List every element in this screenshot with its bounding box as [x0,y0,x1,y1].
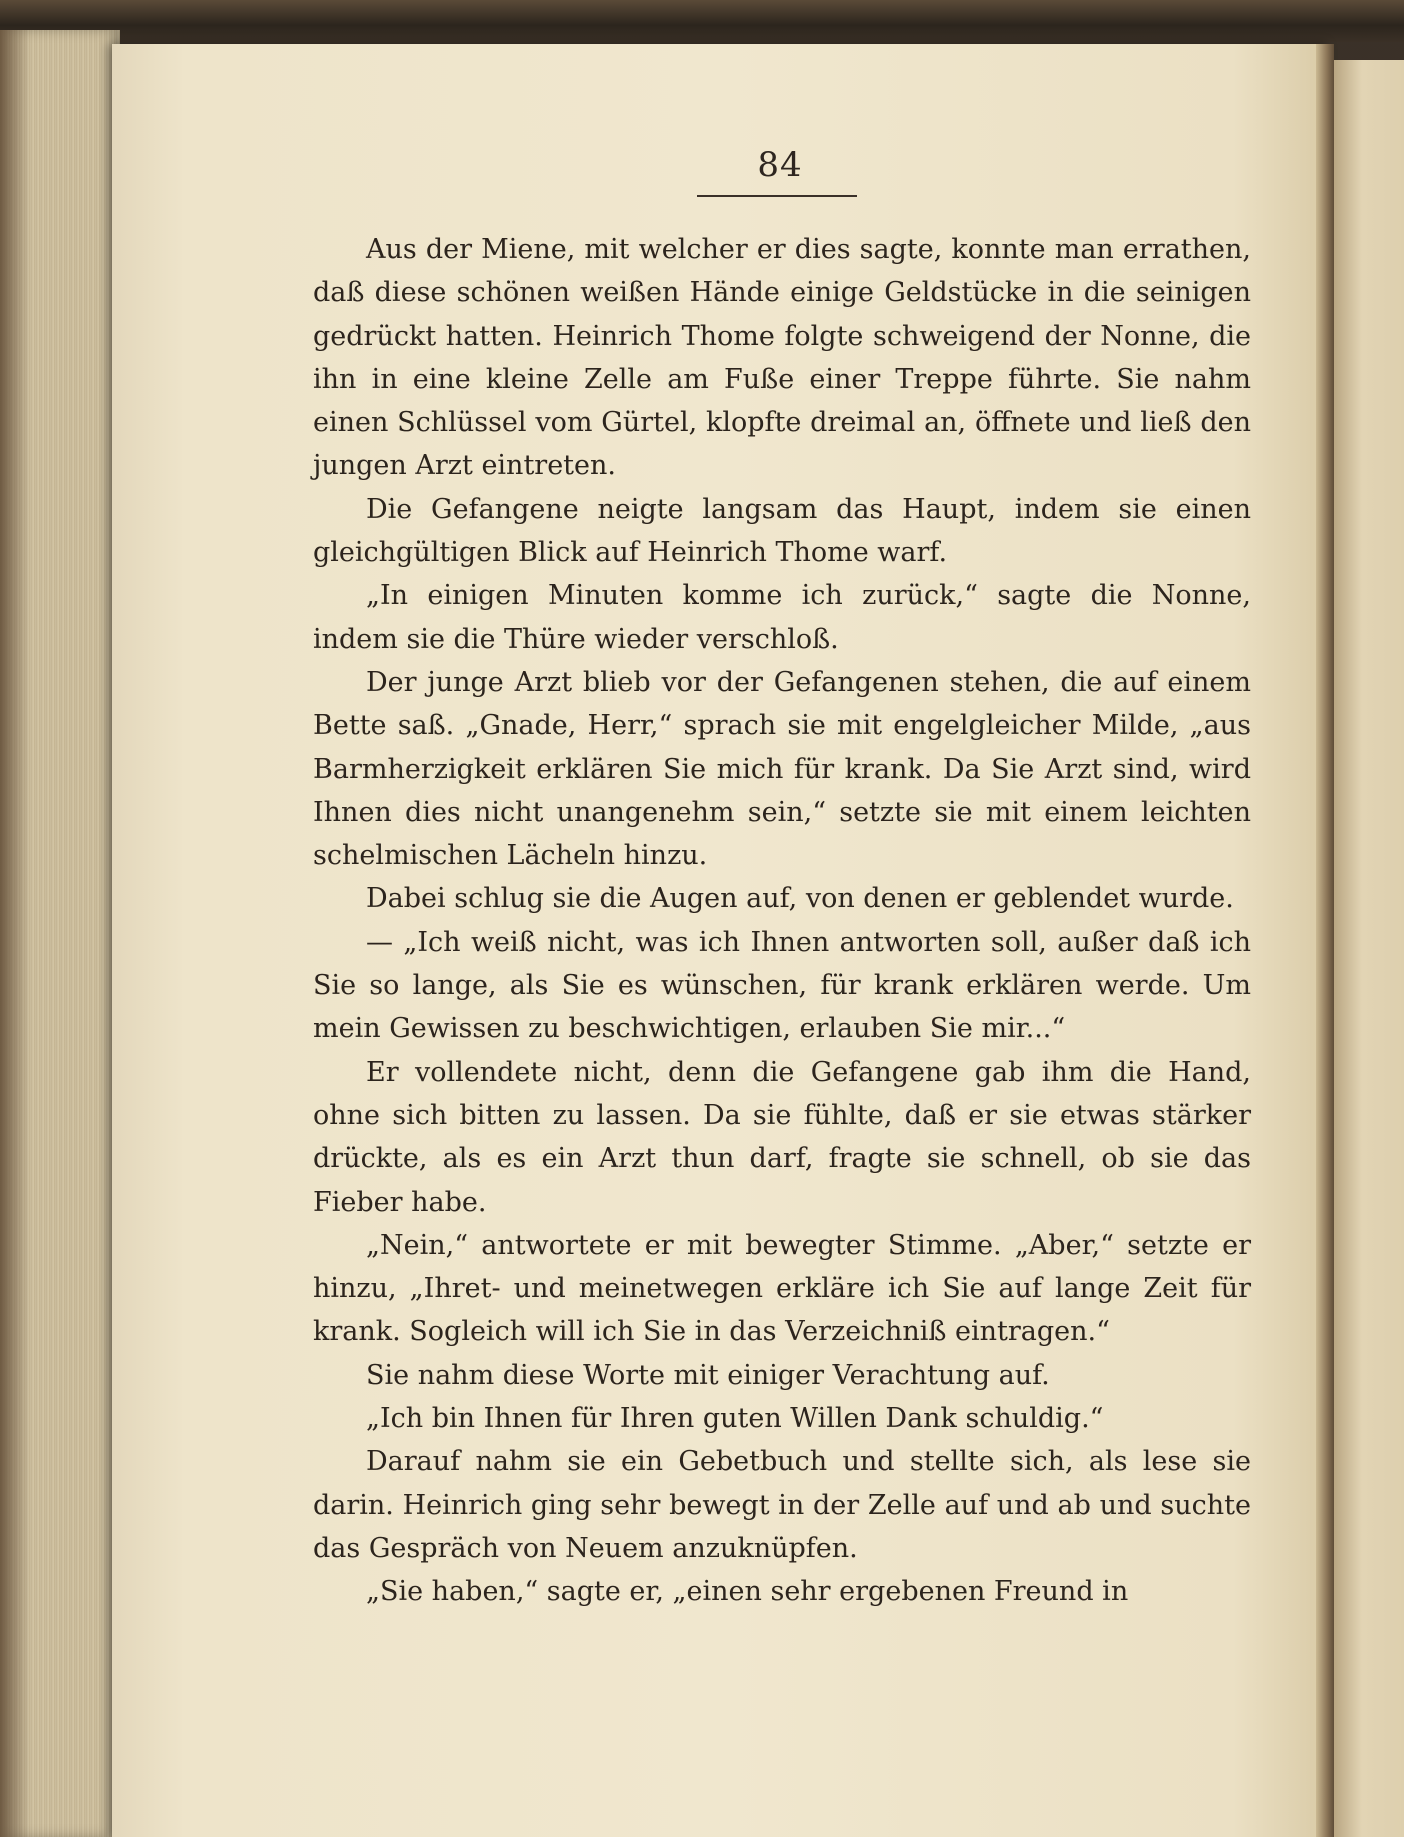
page-number-rule [697,195,857,197]
paragraph: Er vollendete nicht, denn die Gefangene gab ihm die Hand, ohne sich bitten zu lassen. Da sie fühlte, daß er sie etwas stärker drückte, als es ein Arzt thun darf, fragte sie schnell, ob sie das Fieber habe. [313,1056,1251,1218]
paragraph: „Sie haben,“ sagte er, „einen sehr ergebenen Freund in [366,1576,1129,1608]
book-gutter [1316,44,1334,1837]
body-text [313,228,1251,1614]
page-edges [0,30,120,1837]
facing-page-edge [1334,60,1404,1837]
paragraph: „In einigen Minuten komme ich zurück,“ sagte die Nonne, indem sie die Thüre wieder verschloß. [313,580,1251,655]
paragraph: „Ich bin Ihnen für Ihren guten Willen Dank schuldig.“ [366,1403,1104,1435]
book-top-edge [0,0,1404,42]
paragraph: Die Gefangene neigte langsam das Haupt, indem sie einen gleichgültigen Blick auf Heinrich Thome warf. [313,493,1251,569]
page-number: 84 [757,145,803,185]
paragraph: Der junge Arzt blieb vor der Gefangenen stehen, die auf einem Bette saß. „Gnade, Herr,“ sprach sie mit engelgleicher Milde, „aus Barmherzigkeit erklären Sie mich für krank. Da Sie Arzt sind, wird Ihnen dies nicht unangenehm sein,“ setzte sie mit einem leichten schelmischen Lächeln hinzu. [313,666,1251,872]
paragraph: Dabei schlug sie die Augen auf, von denen er geblendet wurde. [366,883,1234,915]
paragraph: — „Ich weiß nicht, was ich Ihnen antworten soll, außer daß ich Sie so lange, als Sie es wünschen, für krank erklären werde. Um mein Gewissen zu beschwichtigen, erlauben Sie mir...“ [313,926,1251,1045]
paragraph: Aus der Miene, mit welcher er dies sagte, konnte man errathen, daß diese schönen weißen Hände einige Geldstücke in die seinigen gedrückt hatten. Heinrich Thome folgte schweigend der Nonne, die ihn in eine kleine Zelle am Fuße einer Treppe führte. Sie nahm einen Schlüssel vom Gürtel, klopfte dreimal an, öffnete und ließ den jungen Arzt eintreten. [313,234,1251,482]
paragraph: Sie nahm diese Worte mit einiger Verachtung auf. [366,1359,1050,1391]
paragraph: „Nein,“ antwortete er mit bewegter Stimme. „Aber,“ setzte er hinzu, „Ihret- und meinetwegen erkläre ich Sie auf lange Zeit für krank. Sogleich will ich Sie in das Verzeichniß eintragen.“ [313,1229,1251,1348]
paragraph: Darauf nahm sie ein Gebetbuch und stellte sich, als lese sie darin. Heinrich ging sehr bewegt in der Zelle auf und ab und suchte das Gespräch von Neuem anzuknüpfen. [313,1446,1251,1564]
